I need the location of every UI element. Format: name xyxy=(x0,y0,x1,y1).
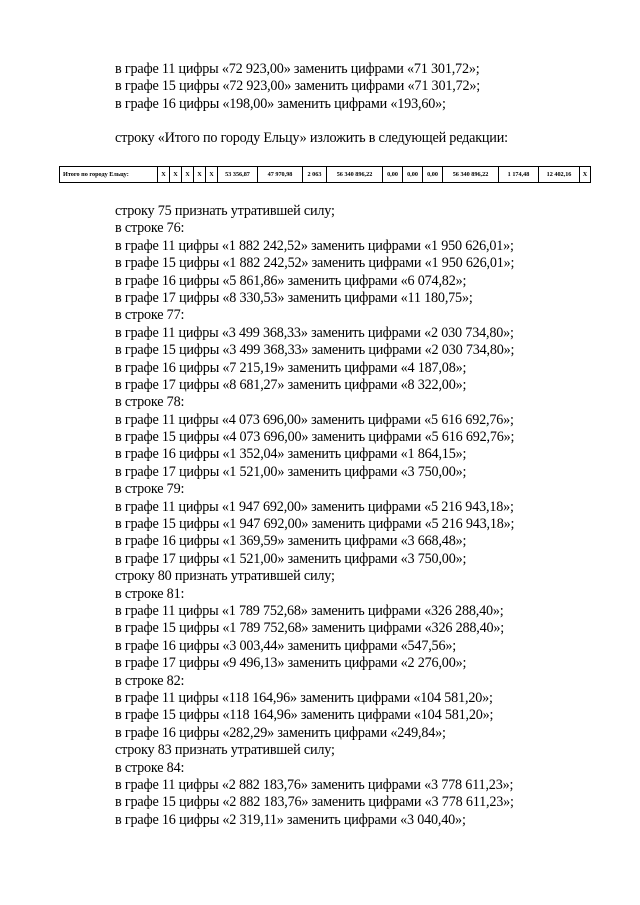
main-amendments xyxy=(115,203,615,829)
totals-cell-label: Итого по городу Ельцу: xyxy=(60,167,158,183)
amendment-line: в графе 17 цифры «8 330,53» заменить цифрами «11 180,75»; xyxy=(115,289,473,306)
amendment-line: в графе 16 цифры «3 003,44» заменить цифрами «547,56»; xyxy=(115,637,456,654)
amendment-line: в графе 16 цифры «2 319,11» заменить цифрами «3 040,40»; xyxy=(115,811,466,828)
amendment-line: в строке 81: xyxy=(115,585,185,602)
totals-cell: X xyxy=(170,167,182,183)
totals-cell: X xyxy=(194,167,206,183)
amendment-line: в графе 11 цифры «4 073 696,00» заменить цифрами «5 616 692,76»; xyxy=(115,411,514,428)
amendment-line: в строке 79: xyxy=(115,481,185,498)
totals-cell: 0,00 xyxy=(383,167,403,183)
amendment-line: в графе 15 цифры «4 073 696,00» заменить цифрами «5 616 692,76»; xyxy=(115,429,515,446)
amendment-line: в графе 15 цифры «2 882 183,76» заменить цифрами «3 778 611,23»; xyxy=(115,794,514,811)
totals-cell: 1 174,48 xyxy=(499,167,539,183)
amendment-line: в строке 77: xyxy=(115,307,185,324)
amendment-line: в графе 16 цифры «7 215,19» заменить цифрами «4 187,08»; xyxy=(115,359,467,376)
intro-paragraph xyxy=(115,130,615,147)
amendment-line: в графе 11 цифры «72 923,00» заменить цифрами «71 301,72»; xyxy=(115,61,480,77)
amendment-line: в графе 11 цифры «1 947 692,00» заменить цифрами «5 216 943,18»; xyxy=(115,498,514,515)
amendment-line: в графе 15 цифры «1 882 242,52» заменить цифрами «1 950 626,01»; xyxy=(115,255,515,272)
amendment-line: в графе 17 цифры «1 521,00» заменить цифрами «3 750,00»; xyxy=(115,550,467,567)
amendment-line: в графе 11 цифры «1 789 752,68» заменить цифрами «326 288,40»; xyxy=(115,602,504,619)
amendment-line: в графе 16 цифры «1 352,04» заменить цифрами «1 864,15»; xyxy=(115,446,467,463)
totals-cell: 53 356,87 xyxy=(218,167,258,183)
amendment-line: в графе 16 цифры «5 861,86» заменить цифрами «6 074,82»; xyxy=(115,272,467,289)
amendment-line: в графе 17 цифры «8 681,27» заменить цифрами «8 322,00»; xyxy=(115,376,467,393)
amendment-line: в графе 15 цифры «72 923,00» заменить цифрами «71 301,72»; xyxy=(115,78,481,95)
totals-cell: 12 402,16 xyxy=(539,167,580,183)
totals-table xyxy=(59,166,591,183)
amendment-line: в графе 17 цифры «1 521,00» заменить цифрами «3 750,00»; xyxy=(115,463,467,480)
totals-cell: X xyxy=(158,167,170,183)
amendment-line: в графе 15 цифры «1 947 692,00» заменить цифрами «5 216 943,18»; xyxy=(115,516,515,533)
totals-cell: 47 970,98 xyxy=(258,167,303,183)
amendment-line: в графе 11 цифры «3 499 368,33» заменить цифрами «2 030 734,80»; xyxy=(115,324,514,341)
intro-line: строку «Итого по городу Ельцу» изложить в следующей редакции: xyxy=(115,130,508,146)
totals-cell: 56 340 896,22 xyxy=(327,167,383,183)
amendment-line: в графе 11 цифры «1 882 242,52» заменить цифрами «1 950 626,01»; xyxy=(115,237,514,254)
amendment-line: в графе 16 цифры «1 369,59» заменить цифрами «3 668,48»; xyxy=(115,533,467,550)
amendment-line: в строке 84: xyxy=(115,759,185,776)
totals-cell: 56 340 896,22 xyxy=(443,167,499,183)
amendment-line: строку 75 признать утратившей силу; xyxy=(115,203,335,219)
amendment-line: в строке 76: xyxy=(115,220,185,237)
amendment-line: в графе 15 цифры «1 789 752,68» заменить цифрами «326 288,40»; xyxy=(115,620,505,637)
totals-cell: 2 063 xyxy=(303,167,327,183)
amendment-line: в графе 17 цифры «9 496,13» заменить цифрами «2 276,00»; xyxy=(115,655,467,672)
totals-cell: 0,00 xyxy=(423,167,443,183)
top-amendments xyxy=(115,61,615,113)
amendment-line: в графе 16 цифры «198,00» заменить цифрами «193,60»; xyxy=(115,95,446,112)
totals-cell: X xyxy=(182,167,194,183)
totals-cell: X xyxy=(206,167,218,183)
totals-cell: X xyxy=(580,167,591,183)
amendment-line: в графе 16 цифры «282,29» заменить цифрами «249,84»; xyxy=(115,724,446,741)
amendment-line: в графе 15 цифры «3 499 368,33» заменить цифрами «2 030 734,80»; xyxy=(115,342,515,359)
totals-row xyxy=(60,167,591,183)
totals-cell: 0,00 xyxy=(403,167,423,183)
amendment-line: в графе 11 цифры «2 882 183,76» заменить цифрами «3 778 611,23»; xyxy=(115,776,514,793)
amendment-line: в строке 78: xyxy=(115,394,185,411)
amendment-line: строку 83 признать утратившей силу; xyxy=(115,742,335,759)
amendment-line: в графе 15 цифры «118 164,96» заменить цифрами «104 581,20»; xyxy=(115,707,494,724)
amendment-line: в графе 11 цифры «118 164,96» заменить цифрами «104 581,20»; xyxy=(115,689,493,706)
amendment-line: в строке 82: xyxy=(115,672,185,689)
amendment-line: строку 80 признать утратившей силу; xyxy=(115,568,335,585)
